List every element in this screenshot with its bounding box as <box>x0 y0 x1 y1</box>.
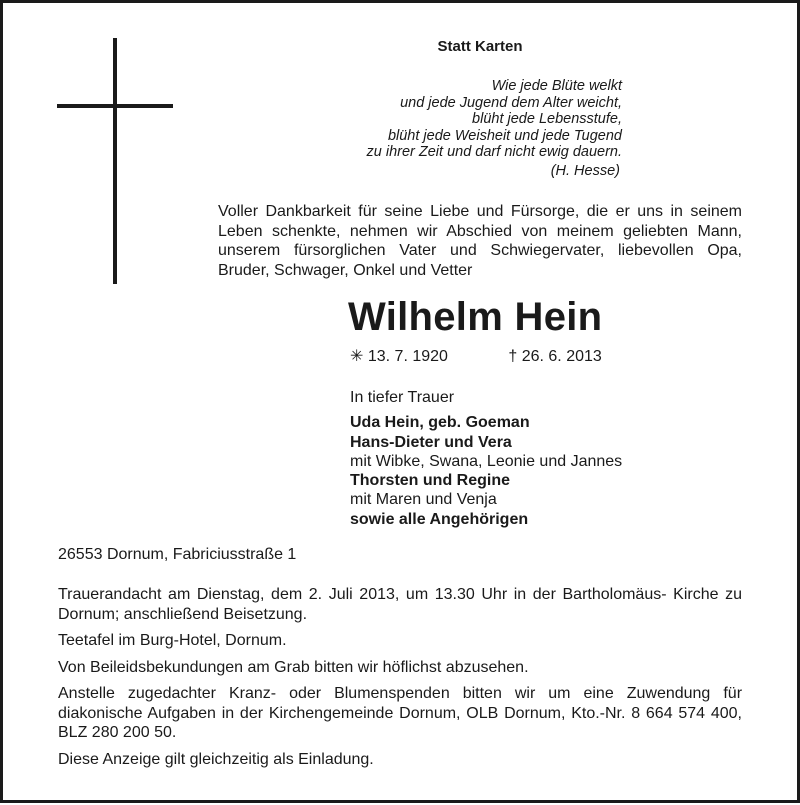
invitation-info: Diese Anzeige gilt gleichzeitig als Einladung. <box>58 750 374 768</box>
poem-quote <box>300 78 622 179</box>
reception-info: Teetafel im Burg-Hotel, Dornum. <box>58 632 287 649</box>
mourner-line: Uda Hein, geb. Goeman <box>350 414 530 432</box>
mourner-line: mit Wibke, Swana, Leonie und Jannes <box>350 452 623 470</box>
birth-date: ✳ 13. 7. 1920 <box>350 348 448 365</box>
intro-line: seinem Leben schenkte, nehmen wir Abschied von meinem <box>218 203 742 240</box>
deceased-name: Wilhelm Hein <box>348 295 603 339</box>
notes-block <box>58 585 742 776</box>
poem-line: blüht jede Weisheit und jede Tugend <box>387 127 622 144</box>
cross-vertical-bar <box>113 38 117 284</box>
service-line: Trauerandacht am Dienstag, dem 2. Juli 2013, um 13.30 Uhr in der Bartholomäus- <box>58 586 667 603</box>
intro-line: liebevollen Opa, Bruder, Schwager, Onkel und Vetter <box>218 242 743 279</box>
poem-line: und jede Jugend dem Alter weicht, <box>400 94 622 111</box>
service-info <box>58 585 742 624</box>
mourner-line: Hans-Dieter und Vera <box>350 433 512 451</box>
condolences-info: Von Beileidsbekundungen am Grab bitten wir höflichst abzusehen. <box>58 658 529 676</box>
mourners-intro: In tiefer Trauer <box>350 389 455 406</box>
donations-info <box>58 684 742 743</box>
donations-line: 8 664 574 400, BLZ 280 200 50. <box>58 704 742 741</box>
donations-line: für diakonische Aufgaben in der Kirchengemeinde Dornum, OLB Dornum, Kto.-Nr. <box>58 685 743 722</box>
service-line: Kirche zu Dornum; anschließend Beisetzung. <box>58 586 742 623</box>
mourners-block <box>350 388 622 529</box>
donations-line: Anstelle zugedachter Kranz- oder Blumenspenden bitten wir um eine Zuwendung <box>58 685 711 702</box>
poem-line: Wie jede Blüte welkt <box>491 78 622 94</box>
notice-heading: Statt Karten <box>437 38 523 55</box>
intro-paragraph <box>218 202 742 280</box>
intro-line: geliebten Mann, unserem fürsorglichen Vater und Schwiegervater, <box>218 222 743 259</box>
life-dates <box>350 346 602 366</box>
mourner-line: Thorsten und Regine <box>350 472 510 490</box>
family-address: 26553 Dornum, Fabriciusstraße 1 <box>58 546 297 563</box>
poem-line: zu ihrer Zeit und darf nicht ewig dauern. <box>366 144 622 160</box>
poem-line: blüht jede Lebensstufe, <box>472 111 622 127</box>
mourner-line: sowie alle Angehörigen <box>350 510 529 528</box>
poem-author: (H. Hesse) <box>550 162 620 179</box>
cross-horizontal-bar <box>57 104 173 108</box>
death-date: † 26. 6. 2013 <box>508 348 602 365</box>
mourner-line: mit Maren und Venja <box>350 491 497 509</box>
intro-line: Voller Dankbarkeit für seine Liebe und Fürsorge, die er uns in <box>218 203 683 220</box>
